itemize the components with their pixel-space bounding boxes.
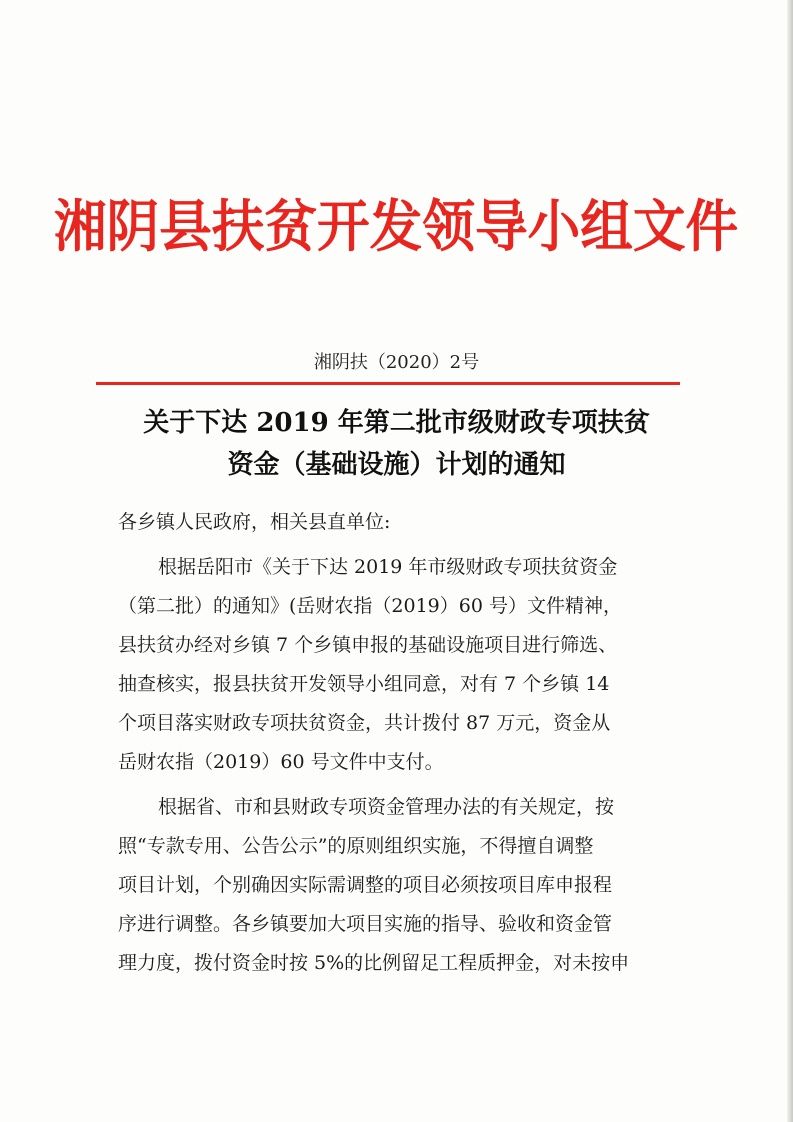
issuer-header-title: 湘阴县扶贫开发领导小组文件 xyxy=(53,194,739,260)
paragraph-1 xyxy=(118,548,678,782)
paragraph-1-line: 根据岳阳市《关于下达 2019 年市级财政专项扶贫资金 xyxy=(158,556,618,578)
salutation: 各乡镇人民政府，相关县直单位: xyxy=(118,511,391,533)
paragraph-2-line: 序进行调整。各乡镇要加大项目实施的指导、验收和资金管 xyxy=(118,913,613,935)
paragraph-1-line: （第二批）的通知》(岳财农指（2019）60 号）文件精神， xyxy=(118,595,622,617)
paragraph-2-line: 根据省、市和县财政专项资金管理办法的有关规定，按 xyxy=(158,796,615,818)
paragraph-1-line: 岳财农指（2019）60 号文件中支付。 xyxy=(118,751,444,773)
paragraph-1-line: 县扶贫办经对乡镇 7 个乡镇申报的基础设施项目进行筛选、 xyxy=(118,634,618,656)
paragraph-1-line: 个项目落实财政专项扶贫资金，共计拨付 87 万元，资金从 xyxy=(118,712,611,734)
red-separator-line xyxy=(96,382,680,385)
document-number: 湘阴扶（2020）2号 xyxy=(313,352,480,373)
paragraph-2 xyxy=(118,788,678,983)
notice-title-line-2: 资金（基础设施）计划的通知 xyxy=(227,450,566,480)
notice-title xyxy=(0,402,793,486)
paragraph-2-line: 照“专款专用、公告公示”的原则组织实施，不得擅自调整 xyxy=(118,835,594,857)
notice-title-line-1: 关于下达 2019 年第二批市级财政专项扶贫 xyxy=(143,408,650,438)
paragraph-2-line: 理力度，拨付资金时按 5%的比例留足工程质押金，对未按申 xyxy=(118,952,630,974)
page-edge-shadow xyxy=(787,0,793,1122)
paragraph-1-line: 抽查核实，报县扶贫开发领导小组同意，对有 7 个乡镇 14 xyxy=(118,673,610,695)
paragraph-2-line: 项目计划，个别确因实际需调整的项目必须按项目库申报程 xyxy=(118,874,613,896)
